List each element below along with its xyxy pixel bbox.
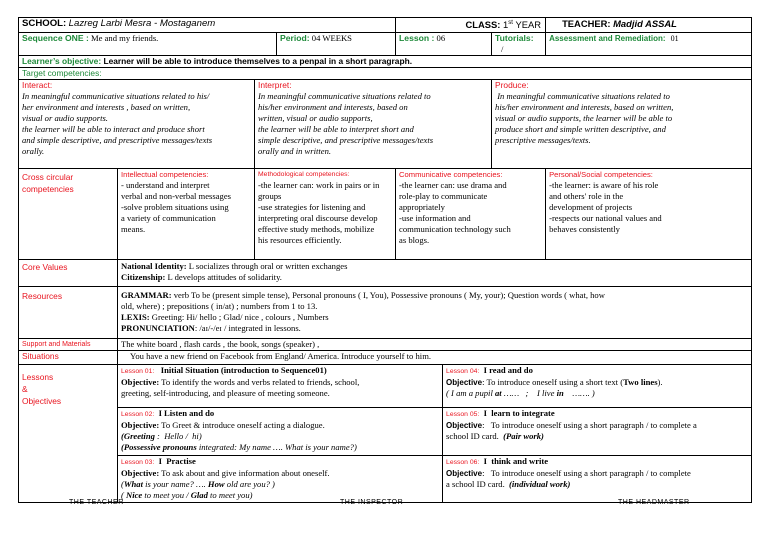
lesson-01-tag: Lesson 01: [121,368,155,375]
situations-label-cell [19,351,118,365]
pronunciation-text: : /aɪ/-/eɪ / integrated in lessons. [194,323,301,333]
resources-label-cell [19,287,118,339]
core-values-cell [118,260,752,287]
communicative-line: -the learner can: use drama and [399,180,507,190]
tutorials-label: Tutorials: [495,33,534,43]
lesson-05-objective-label: Objective [446,421,483,430]
lesson-04-example-c: …… ; I live [501,388,557,398]
intellectual-line: verbal and non-verbal messages [121,191,232,201]
lesson-02-cell [118,408,443,456]
communicative-line: appropriately [399,202,445,212]
personal-line: and others' role in the [549,191,624,201]
resources-row [19,287,752,339]
produce-line: prescriptive messages/texts. [495,135,591,145]
communicative-cell [396,169,546,260]
lesson-01-title: Initial Situation (introduction to Sequence01) [160,365,327,375]
school-label: SCHOOL: [22,18,67,29]
lesson-01-objective-label: Objective: [121,377,160,387]
lesson-05-mode: (Pair work) [503,431,544,441]
methodological-line: -the learner can: work in pairs or in [258,180,380,190]
grammar-label: GRAMMAR: [121,290,172,300]
objective-text: Learner will be able to introduce themselves to a penpal in a short paragraph. [103,56,413,66]
interact-cell [19,80,255,169]
objective-label: Learner’s objective: [22,56,102,66]
grammar-text-2: old, where) ; prepositions ( in/at) ; numbers from 1 to 13. [121,301,318,311]
grammar-text-1: verb To be (present simple tense), Personal pronouns ( I, You), Possessive pronouns ( My, your); Question words ( what, how [171,290,605,300]
support-row [19,339,752,351]
lesson-05-objective-2: school ID card. [446,431,504,441]
lesson-count-label: Lesson : [399,33,435,43]
methodological-line: his resources efficiently. [258,235,342,245]
intellectual-title: Intellectual competencies: [121,170,209,179]
cross-row [19,169,752,260]
produce-line: visual or audio supports, the learner will be able to [495,113,673,123]
lesson-04-objective-b: Two lines [623,377,658,387]
lesson-06-tag: Lesson 06: [446,459,480,466]
lessons-label-line: Objectives [22,396,62,406]
methodological-line: -use strategies for listening and [258,202,366,212]
citizenship-text: L develops attitudes of solidarity. [165,272,282,282]
lesson-03-title: I Practise [158,456,196,466]
resources-label: Resources [22,291,63,301]
lesson-02-greeting-text: : Hello / hi) [154,431,202,441]
competencies-row [19,80,752,169]
interact-line: and simple descriptive, and prescriptive messages/texts [22,135,213,145]
communicative-line: -use information and [399,213,471,223]
lesson-05-objective-1: : To introduce oneself using a short paragraph / to complete a [482,420,697,430]
lesson-06-cell [443,456,752,503]
lessons-row-1 [19,365,752,408]
lessons-label-cell [19,365,118,503]
assessment-cell [546,33,752,56]
sequence-title: Me and my friends. [91,33,159,43]
school-name: Lazreg Larbi Mesra - Mostaganem [68,18,216,29]
produce-line: In meaningful communicative situations related to [495,91,670,101]
produce-cell [492,80,752,169]
lessons-label [22,365,114,407]
personal-line: development of projects [549,202,633,212]
interpret-line: simple descriptive, and prescriptive messages/texts [258,135,434,145]
support-label-cell [19,339,118,351]
lesson-03-q2b: Nice [126,490,143,500]
tutorials-value: / [501,44,504,54]
lesson-03-q1b: What [123,479,143,489]
sequence-cell [19,33,277,56]
interact-line: visual or audio supports. [22,113,108,123]
assessment-label: Assessment and Remediation: [549,34,666,43]
communicative-title: Communicative competencies: [399,170,503,179]
class-label: CLASS: [465,19,501,31]
communicative-line: communication technology such [399,224,511,234]
teacher-label: TEACHER: [562,18,611,29]
lesson-06-objective-2: a school ID card. [446,479,510,489]
interpret-cell [255,80,492,169]
lessons-label-line: Lessons [22,372,54,382]
sequence-row [19,33,752,56]
intellectual-line: - understand and interpret [121,180,210,190]
lesson-02-objective-label: Objective: [121,420,160,430]
lesson-01-objective-2: greeting, self-introducing, and pleasure of meeting someone. [121,388,330,398]
lesson-03-q1a: ( [121,479,124,489]
national-identity-label: National Identity: [121,261,187,271]
produce-title: Produce: [495,80,529,90]
produce-line: his/her environment and interests, based on written, [495,102,674,112]
lesson-04-example-e: ……. ) [563,388,595,398]
intellectual-line: a variety of communication [121,213,216,223]
support-text: The white board , flash cards , the book, songs (speaker) , [118,339,752,351]
header-row [19,18,752,33]
intellectual-line: -solve problem situations using [121,202,229,212]
footer-teacher: THE TEACHER [69,499,124,506]
interpret-line: written, visual or audio supports, [258,113,373,123]
methodological-line: interpreting oral discourse develop [258,213,378,223]
produce-line: produce short and simple written descriptive, and [495,124,666,134]
cross-label: Cross circular competencies [22,172,74,194]
lesson-01-cell [118,365,443,408]
interpret-line: In meaningful communicative situations related to [258,91,431,101]
interact-line: the learner will be able to interact and produce short [22,124,205,134]
cross-label-cell [19,169,118,260]
school-cell [19,18,396,33]
period-label: Period: [280,33,310,43]
lesson-04-tag: Lesson 04: [446,368,480,375]
lesson-03-q1d: How [207,479,225,489]
lesson-04-objective-label: Objective [446,378,483,387]
lesson-03-q1c: is your name? …. [142,479,208,489]
lesson-04-example-d: in [556,388,564,398]
personal-line: behaves consistently [549,224,620,234]
interact-line: orally. [22,146,45,156]
core-values-row [19,260,752,287]
lesson-03-tag: Lesson 03: [121,459,155,466]
resources-cell [118,287,752,339]
lexis-text: Greeting: Hi/ hello ; Glad/ nice , colours , Numbers [149,312,329,322]
interpret-line: orally and in written. [258,146,332,156]
lessons-row-2 [19,408,752,456]
core-values-label-cell [19,260,118,287]
personal-line: -the learner: is aware of his role [549,180,659,190]
objective-row [19,56,752,68]
tutorials-cell [492,33,546,56]
communicative-line: role-play to communicate [399,191,488,201]
lesson-01-objective: To identify the words and verbs related to friends, school, [159,377,360,387]
lesson-count-cell [396,33,492,56]
methodological-cell [255,169,396,260]
class-cell [396,18,546,33]
lesson-03-q2a: ( [121,490,127,500]
lesson-03-q2d: Glad [190,490,208,500]
lesson-03-cell [118,456,443,503]
personal-title: Personal/Social competencies: [549,170,653,179]
lesson-05-tag: Lesson 05: [446,411,480,418]
interact-line: her environment and interests , based on written, [22,102,191,112]
situations-text: You have a new friend on Facebook from England/ America. Introduce yourself to him. [118,351,752,365]
lesson-05-cell [443,408,752,456]
personal-line: -respects our national values and [549,213,662,223]
situations-label: Situations [22,351,59,361]
class-number: 1 [503,19,509,31]
lesson-02-greeting-label: (Greeting [121,431,155,441]
footer-headmaster: THE HEADMASTER [618,499,690,506]
lesson-03-q2e: to meet you) [207,490,253,500]
teacher-name: Madjid ASSAL [613,18,677,29]
lesson-04-example-a: ( I am a pupil [446,388,495,398]
core-values-label: Core Values [22,262,68,272]
sequence-label: Sequence ONE : [22,33,89,43]
support-label: Support and Materials [22,341,91,348]
class-superscript: st [508,20,513,26]
methodological-title: Methodological competencies: [258,171,350,178]
assessment-value: 01 [670,34,679,43]
lesson-05-title: I learn to integrate [483,408,555,418]
lesson-03-objective-label: Objective: [121,468,160,478]
interact-line: In meaningful communicative situations related to his/ [22,91,210,101]
footer-inspector: THE INSPECTOR [340,499,404,506]
personal-cell [546,169,752,260]
lexis-label: LEXIS: [121,312,150,322]
lesson-04-objective-a: : To introduce oneself using a short text ( [482,377,624,387]
period-value: 04 WEEKS [311,33,352,43]
lesson-06-objective-1: : To introduce oneself using a short paragraph / to complete [482,468,691,478]
interpret-title: Interpret: [258,80,292,90]
interpret-line: the learner will be able to interpret short and [258,124,414,134]
methodological-line: effective study methods, mobilize [258,224,375,234]
target-label: Target competencies: [19,68,752,80]
methodological-line: groups [258,191,282,201]
citizenship-label: Citizenship: [121,272,166,282]
lesson-06-title: I think and write [483,456,549,466]
national-identity-text: L socializes through oral or written exchanges [186,261,348,271]
interpret-line: his/her environment and interests, based on [258,102,408,112]
intellectual-cell [118,169,255,260]
lessons-label-line: & [22,384,28,394]
interact-title: Interact: [22,80,53,90]
intellectual-line: means. [121,224,146,234]
lesson-02-possessive-text: integrated: My name …. What is your name?) [196,442,357,452]
lesson-03-q1e: old are you? ) [224,479,275,489]
lesson-04-objective-c: ). [657,377,663,387]
lesson-plan-table [18,17,752,503]
class-word: YEAR [515,19,542,31]
lesson-plan-sheet [18,17,750,503]
lesson-04-title: I read and do [483,365,533,375]
lesson-06-objective-label: Objective [446,469,483,478]
communicative-line: as blogs. [399,235,430,245]
teacher-cell [546,18,752,33]
period-cell [277,33,396,56]
lesson-04-cell [443,365,752,408]
lesson-04-example-b: at [494,388,502,398]
target-row [19,68,752,80]
lesson-count-value: 06 [436,33,446,43]
lesson-02-tag: Lesson 02: [121,411,155,418]
situations-row [19,351,752,365]
objective-cell [19,56,752,68]
lesson-02-objective: To Greet & introduce oneself acting a dialogue. [159,420,325,430]
lesson-02-possessive-label: (Possessive pronouns [121,442,197,452]
lesson-02-title: I Listen and do [158,408,215,418]
lesson-06-mode: (individual work) [509,479,571,489]
lesson-03-q2c: to meet you / [142,490,191,500]
lessons-row-3 [19,456,752,503]
lesson-03-objective: To ask about and give information about oneself. [159,468,330,478]
pronunciation-label: PRONUNCIATION [121,323,195,333]
